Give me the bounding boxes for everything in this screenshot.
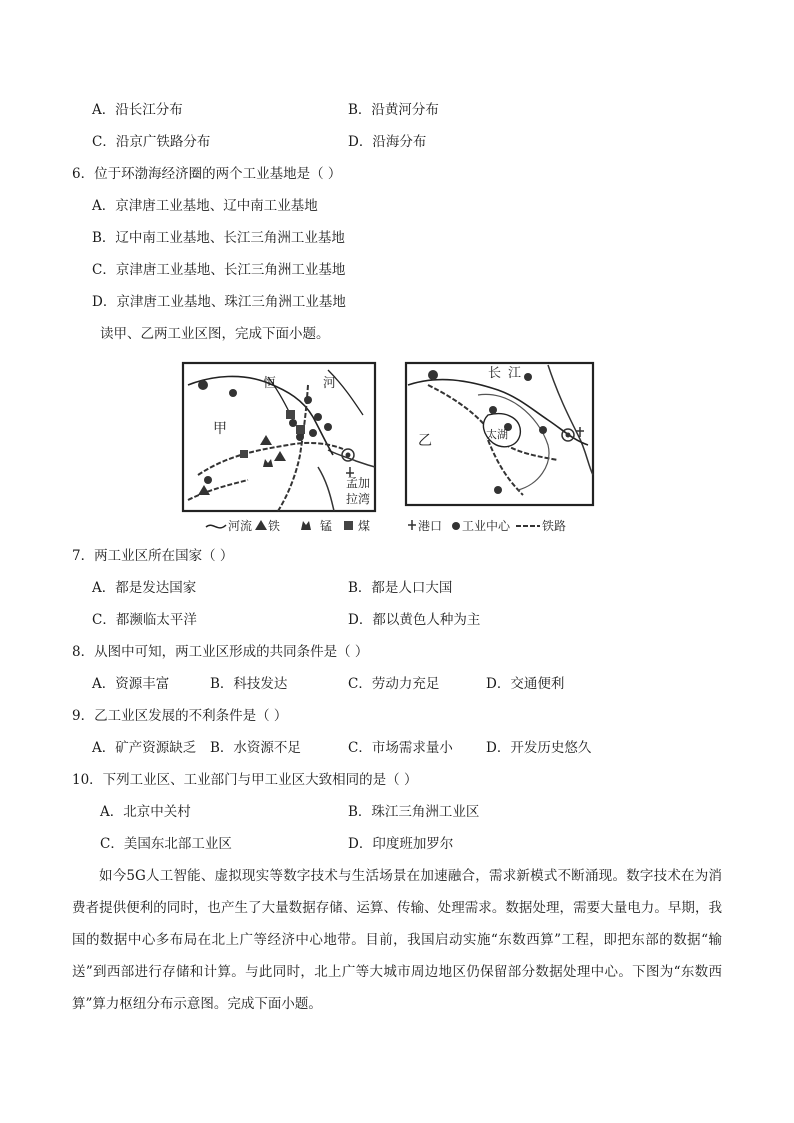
- label-jiang: 江: [508, 366, 522, 381]
- q7-stem: 7．两工业区所在国家（ ）: [72, 548, 234, 564]
- q7-option-b: B．都是人口大国: [348, 580, 453, 596]
- q7-option-a: A．都是发达国家: [92, 580, 197, 596]
- map-legend: [206, 518, 566, 533]
- q5-option-a: A．沿长江分布: [92, 102, 183, 118]
- passage-text: 如今5G人工智能、虚拟现实等数字技术与生活场景在加速融合，需求新模式不断涌现。数字技术在为消费者提供便利的同时，也产生了大量数据存储、运算、传输、处理需求。数据处理，需要大量电力。早期，我国的数据中心多布局在北上广等经济中心地带。目前，我国启动实施“东数西算”工程，即把东部的数据“输送”到西部进行存储和计算。与此同时，北上广等大城市周边地区仍保留部分数据处理中心。下图为“东数西算”算力枢纽分布示意图。完成下面小题。: [72, 868, 722, 1012]
- q10-option-b: B．珠江三角洲工业区: [348, 804, 480, 820]
- q8-option-c: C．劳动力充足: [348, 676, 440, 692]
- q10-option-a: A．北京中关村: [100, 804, 191, 820]
- industrial-region-map: [168, 355, 598, 537]
- q9-option-a: A．矿产资源缺乏: [92, 740, 197, 756]
- q10-option-d: D．印度班加罗尔: [348, 836, 454, 852]
- label-jia: 甲: [213, 421, 227, 437]
- q9-option-b: B．水资源不足: [210, 740, 301, 756]
- label-chang: 长: [488, 366, 502, 381]
- legend-railway: 铁路: [542, 519, 567, 533]
- label-he: 河: [323, 376, 337, 391]
- q9-option-d: D．开发历史悠久: [486, 740, 592, 756]
- q5-option-d: D．沿海分布: [348, 134, 427, 150]
- label-heng: 恒: [263, 376, 277, 391]
- q6-option-c: C．京津唐工业基地、长江三角洲工业基地: [92, 262, 346, 278]
- label-bay1: 孟加: [346, 476, 371, 490]
- q8-option-d: D．交通便利: [486, 676, 565, 692]
- legend-coal: 煤: [358, 519, 371, 533]
- q5-option-b: B．沿黄河分布: [348, 102, 439, 118]
- q6-option-b: B．辽中南工业基地、长江三角洲工业基地: [92, 230, 345, 246]
- label-taihu: 太湖: [486, 428, 508, 441]
- legend-manganese: 锰: [320, 519, 333, 533]
- legend-port: 港口: [418, 519, 443, 533]
- label-yi: 乙: [418, 433, 432, 449]
- q7-option-d: D．都以黄色人种为主: [348, 612, 481, 628]
- q9-option-c: C．市场需求量小: [348, 740, 453, 756]
- map-intro: 读甲、乙两工业区图，完成下面小题。: [100, 326, 330, 342]
- passage-block: [72, 860, 722, 1020]
- legend-industry: 工业中心: [462, 519, 511, 533]
- map-svg: [168, 355, 598, 537]
- q9-stem: 9．乙工业区发展的不利条件是（ ）: [72, 708, 288, 724]
- q8-option-b: B．科技发达: [210, 676, 288, 692]
- q6-option-d: D．京津唐工业基地、珠江三角洲工业基地: [92, 294, 346, 310]
- label-bay2: 拉湾: [346, 492, 371, 506]
- q6-stem: 6．位于环渤海经济圈的两个工业基地是（ ）: [72, 166, 342, 182]
- q7-option-c: C．都濒临太平洋: [92, 612, 197, 628]
- q8-option-a: A．资源丰富: [92, 676, 170, 692]
- q8-stem: 8．从图中可知，两工业区形成的共同条件是（ ）: [72, 644, 369, 660]
- q10-option-c: C．美国东北部工业区: [100, 836, 232, 852]
- q6-option-a: A．京津唐工业基地、辽中南工业基地: [92, 198, 318, 214]
- legend-iron: 铁: [268, 519, 281, 533]
- q5-option-c: C．沿京广铁路分布: [92, 134, 211, 150]
- q10-stem: 10．下列工业区、工业部门与甲工业区大致相同的是（ ）: [72, 772, 418, 788]
- legend-river: 河流: [228, 519, 253, 533]
